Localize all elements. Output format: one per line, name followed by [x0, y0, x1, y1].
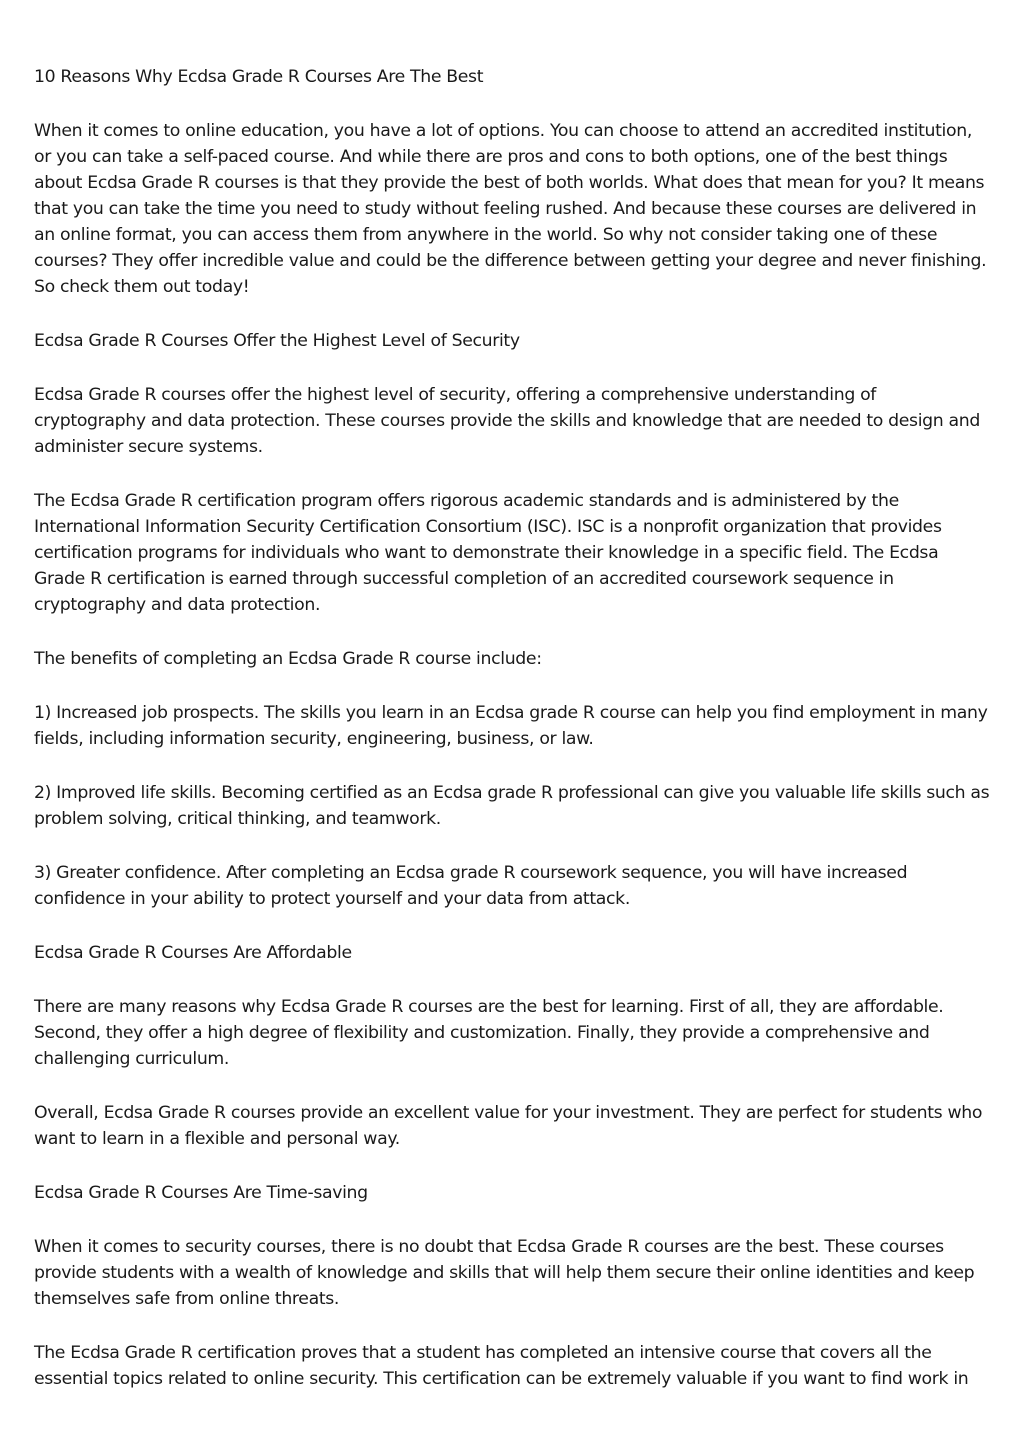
document-title: 10 Reasons Why Ecdsa Grade R Courses Are The Best	[34, 67, 484, 87]
list-item-benefit: 3) Greater confidence. After completing an Ecdsa grade R coursework sequence, you will have increased confidence in your ability to protect yourself and your data from attack.	[34, 863, 908, 909]
intro-paragraph: When it comes to online education, you have a lot of options. You can choose to attend an accredited institution, or you can take a self-paced course. And while there are pros and cons to both options, one of the best things about Ecdsa Grade R courses is that they provide the best of both worlds. What does that mean for you? It means that you can take the time you need to study without feeling rushed. And because these courses are delivered in an online format, you can access them from anywhere in the world. So why not consider taking one of these courses? They offer incredible value and could be the difference between getting your degree and never finishing. So check them out today!	[34, 121, 987, 297]
paragraph: The benefits of completing an Ecdsa Grade R course include:	[34, 649, 542, 669]
section-heading-affordable: Ecdsa Grade R Courses Are Affordable	[34, 943, 352, 963]
list-item-benefit: 2) Improved life skills. Becoming certified as an Ecdsa grade R professional can give you valuable life skills such as problem solving, critical thinking, and teamwork.	[34, 783, 990, 829]
paragraph: Ecdsa Grade R courses offer the highest level of security, offering a comprehensive understanding of cryptography and data protection. These courses provide the skills and knowledge that are needed to design and administer secure systems.	[34, 385, 980, 457]
paragraph: When it comes to security courses, there is no doubt that Ecdsa Grade R courses are the best. These courses provide students with a wealth of knowledge and skills that will help them secure their online identities and keep themselves safe from online threats.	[34, 1237, 975, 1309]
paragraph: The Ecdsa Grade R certification proves that a student has completed an intensive course that covers all the essential topics related to online security. This certification can be extremely valuable if you want to find work in	[34, 1343, 969, 1389]
paragraph: There are many reasons why Ecdsa Grade R courses are the best for learning. First of all, they are affordable. Second, they offer a high degree of flexibility and customization. Finally, they provide a comprehensive and challenging curriculum.	[34, 997, 944, 1069]
paragraph: Overall, Ecdsa Grade R courses provide an excellent value for your investment. They are perfect for students who want to learn in a flexible and personal way.	[34, 1103, 983, 1149]
section-heading-time-saving: Ecdsa Grade R Courses Are Time-saving	[34, 1183, 368, 1203]
section-heading-security: Ecdsa Grade R Courses Offer the Highest Level of Security	[34, 331, 520, 351]
paragraph: The Ecdsa Grade R certification program offers rigorous academic standards and is administered by the International Information Security Certification Consortium (ISC). ISC is a nonprofit organization that provides certification programs for individuals who want to demonstrate their knowledge in a specific field. The Ecdsa Grade R certification is earned through successful completion of an accredited coursework sequence in cryptography and data protection.	[34, 491, 942, 615]
list-item-benefit: 1) Increased job prospects. The skills you learn in an Ecdsa grade R course can help you find employment in many fields, including information security, engineering, business, or law.	[34, 703, 988, 749]
